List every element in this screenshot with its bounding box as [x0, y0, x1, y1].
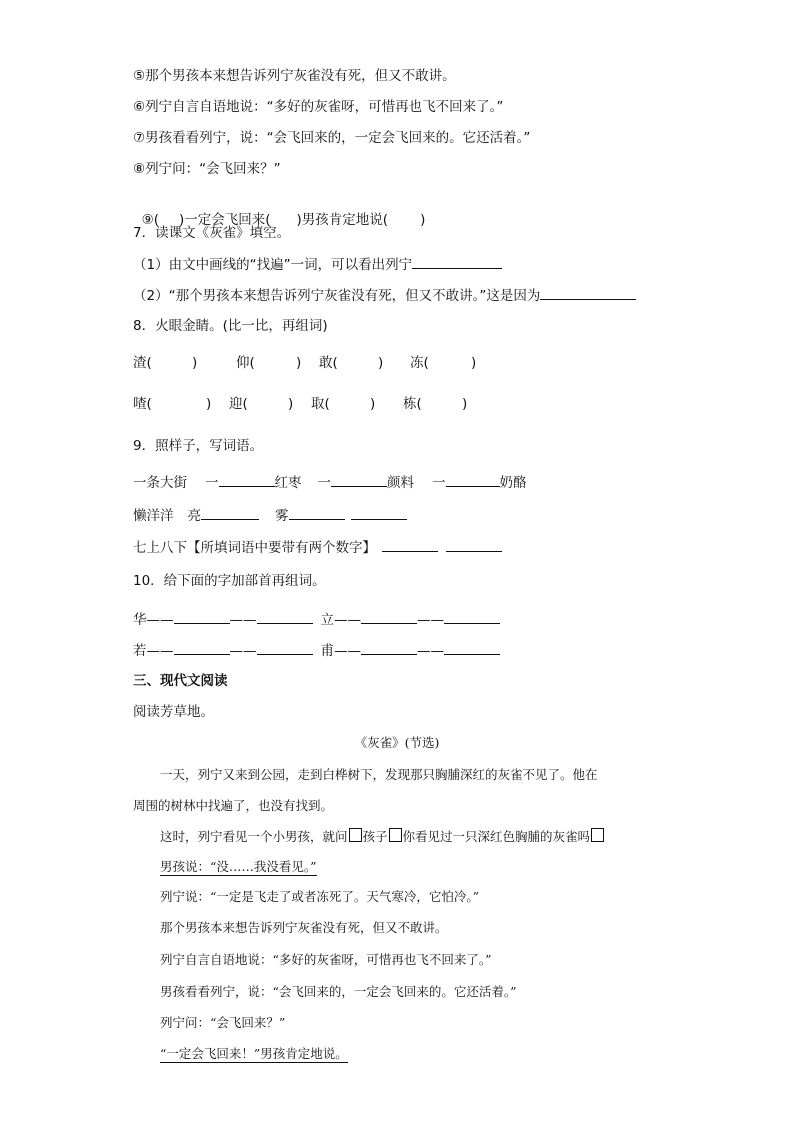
q9-answer-2[interactable]: [331, 472, 387, 487]
q10-dash-1: ——: [229, 612, 257, 628]
q8-r1-c4-close: ): [471, 355, 477, 371]
q10-answer-5[interactable]: [174, 640, 230, 655]
q7-title: 7．读课文《灰雀》填空。: [133, 225, 291, 241]
q9-example: 一条大街: [133, 475, 187, 491]
article-para-1a: 一天，列宁又来到公园，走到白桦树下，发现那只胸脯深红的灰雀不见了。他在: [160, 767, 598, 782]
q10-answer-4[interactable]: [444, 609, 500, 624]
q10-dash-4: ——: [417, 643, 444, 659]
article-para-4: 列宁说：“一定是飞走了或者冻死了。天气寒冷，它怕冷。”: [160, 889, 480, 904]
q10-fu: 甫——: [320, 643, 361, 659]
article-para-5: 那个男孩本来想告诉列宁灰雀没有死，但又不敢讲。: [160, 920, 448, 935]
q8-title: 8．火眼金睛。(比一比，再组词): [133, 318, 328, 334]
q10-dash-3: ——: [229, 643, 257, 659]
q7-part-1: [133, 254, 502, 275]
passage-line-5: ⑤那个男孩本来想告诉列宁灰雀没有死，但又不敢讲。: [133, 68, 456, 84]
q8-r1-c3-close: ): [378, 355, 384, 371]
q8-r1-c1: 渣(: [133, 355, 152, 371]
q9-row-3: [133, 537, 502, 558]
q9-row-2: [133, 505, 407, 526]
q8-r2-c1-close: ): [206, 396, 212, 412]
q9-yi-2: 一: [317, 475, 331, 491]
q9-wu: 雾: [275, 508, 289, 524]
article-para-6: 列宁自言自语地说：“多好的灰雀呀，可惜再也飞不回来了。”: [160, 952, 492, 967]
q10-row-1: [133, 609, 500, 630]
q10-row-2: [133, 640, 500, 661]
article-para-7: 男孩看看列宁，说：“会飞回来的，一定会飞回来的。它还活着。”: [160, 984, 517, 999]
q7-part-1-text: （1）由文中画线的“找遍”一词，可以看出列宁: [133, 257, 413, 273]
q9-yi-3: 一: [432, 475, 446, 491]
q9-answer-3[interactable]: [446, 472, 500, 487]
line9-part-a: ⑨(: [141, 212, 159, 228]
q10-li: 立——: [320, 612, 361, 628]
q8-r1-c1-close: ): [192, 355, 198, 371]
q8-r1-c2-close: ): [296, 355, 302, 371]
q9-word-1: 红枣: [274, 475, 302, 491]
q9-example-3: 七上八下【所填词语中要带有两个数字】: [133, 540, 376, 556]
q10-answer-8[interactable]: [444, 640, 500, 655]
line9-part-c: )男孩肯定地说(: [296, 212, 389, 228]
q9-liang: 亮: [187, 508, 201, 524]
q10-answer-2[interactable]: [257, 609, 313, 624]
punct-box-3[interactable]: [591, 828, 604, 842]
article-para-2: [160, 827, 605, 847]
q9-row-1: [133, 472, 527, 493]
q8-r2-c3-close: ): [370, 396, 376, 412]
q8-r1-c4: 冻(: [410, 355, 429, 371]
line9-part-d: ): [420, 212, 426, 228]
q8-r2-c2: 迎(: [229, 396, 248, 412]
q9-answer-7[interactable]: [382, 537, 438, 552]
punct-box-2[interactable]: [389, 828, 402, 842]
article-para-8: 列宁问：“会飞回来？”: [160, 1015, 286, 1030]
q7-answer-2[interactable]: [540, 285, 636, 300]
q10-answer-7[interactable]: [361, 640, 417, 655]
q10-dash-2: ——: [417, 612, 444, 628]
q9-answer-6[interactable]: [351, 505, 407, 520]
q10-ruo: 若——: [133, 643, 174, 659]
article-title: 《灰雀》(节选): [354, 735, 440, 750]
q8-r2-c2-close: ): [288, 396, 294, 412]
para-2-part-b: 孩子: [362, 829, 388, 844]
q9-word-3: 奶酪: [499, 475, 527, 491]
q8-r2-c4-close: ): [462, 396, 468, 412]
article-para-3: [160, 857, 317, 877]
para-2-part-c: 你看见过一只深红色胸脯的灰雀吗: [402, 829, 591, 844]
section-3-heading: 三、现代文阅读: [133, 673, 228, 689]
q8-r2-c3: 取(: [311, 396, 330, 412]
q9-answer-5[interactable]: [289, 505, 345, 520]
q9-answer-4[interactable]: [201, 505, 259, 520]
q9-yi-1: 一: [205, 475, 219, 491]
q10-answer-6[interactable]: [257, 640, 313, 655]
q8-r1-c2: 仰(: [236, 355, 255, 371]
q8-r2-c1: 喳(: [133, 396, 152, 412]
passage-line-7: ⑦男孩看看列宁，说：“会飞回来的，一定会飞回来的。它还活着。”: [133, 130, 531, 146]
q9-answer-1[interactable]: [219, 472, 275, 487]
punct-box-1[interactable]: [349, 828, 362, 842]
passage-line-8: ⑧列宁问：“会飞回来？”: [133, 161, 281, 177]
q7-part-2: [133, 285, 636, 306]
q9-title: 9．照样子，写词语。: [133, 438, 264, 454]
line9-part-b: )一定会飞回来(: [178, 212, 271, 228]
q9-example-2: 懒洋洋: [133, 508, 174, 524]
passage-line-6: ⑥列宁自言自语地说：“多好的灰雀呀，可惜再也飞不回来了。”: [133, 99, 504, 115]
q10-title: 10．给下面的字加部首再组词。: [133, 573, 326, 589]
article-para-1b: 周围的树林中找遍了，也没有找到。: [133, 798, 334, 813]
q10-answer-1[interactable]: [174, 609, 230, 624]
section-3-intro: 阅读芳草地。: [133, 704, 214, 720]
q10-answer-3[interactable]: [361, 609, 417, 624]
q7-part-2-text: （2）“那个男孩本来想告诉列宁灰雀没有死，但又不敢讲。”这是因为: [133, 288, 541, 304]
para-3-underlined: 男孩说：“没……我没看见。”: [160, 859, 317, 874]
q9-answer-8[interactable]: [446, 537, 502, 552]
q8-r1-c3: 敢(: [319, 355, 338, 371]
q8-r2-c4: 栋(: [403, 396, 422, 412]
q9-word-2: 颜料: [387, 475, 414, 491]
q10-hua: 华——: [133, 612, 174, 628]
q7-answer-1[interactable]: [412, 254, 502, 269]
para-9-underlined: “一定会飞回来！”男孩肯定地说。: [160, 1046, 348, 1061]
para-2-part-a: 这时，列宁看见一个小男孩，就问: [160, 829, 348, 844]
article-para-9: [160, 1044, 348, 1064]
